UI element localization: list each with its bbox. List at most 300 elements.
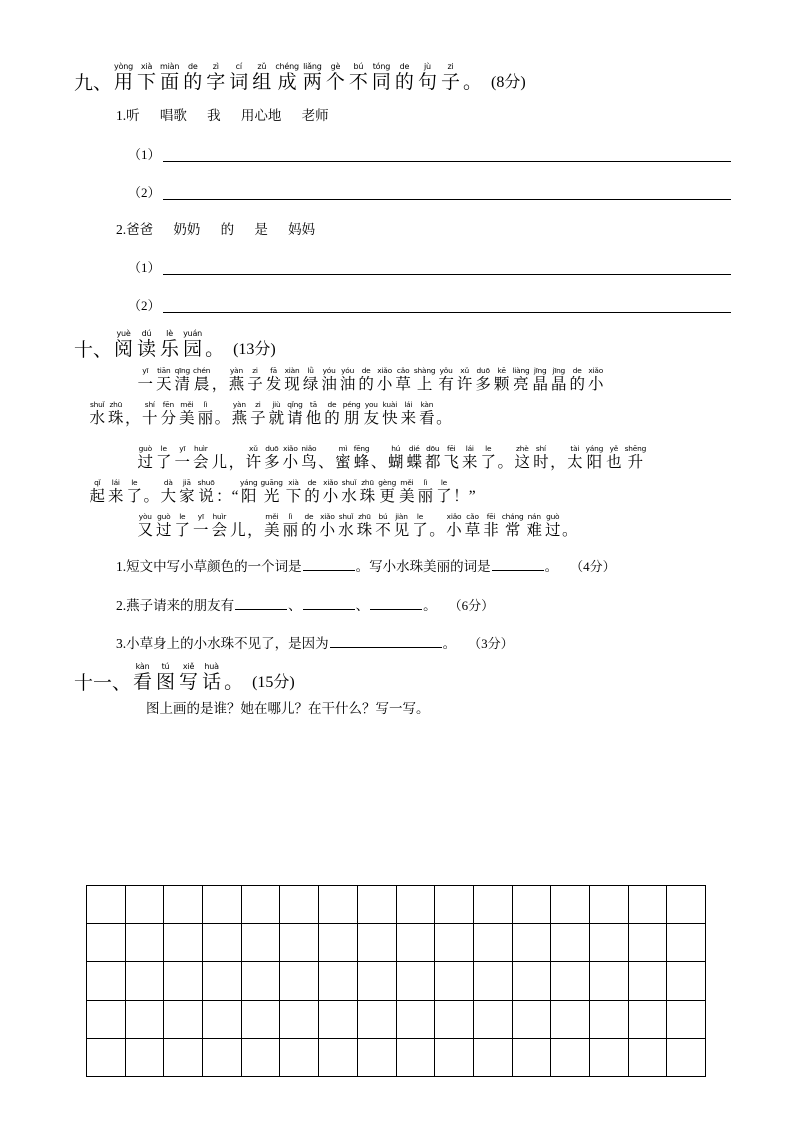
- pinyin: yòu: [138, 512, 152, 521]
- grid-cell[interactable]: [280, 1039, 319, 1077]
- pinyin: de: [361, 366, 371, 375]
- grid-cell[interactable]: [280, 924, 319, 962]
- ruby-char: [419, 401, 435, 427]
- grid-cell[interactable]: [435, 886, 474, 924]
- hanzi: 一: [174, 454, 191, 471]
- grid-cell[interactable]: [667, 1039, 706, 1077]
- hanzi: 句: [417, 72, 437, 93]
- hanzi: 有: [438, 376, 454, 393]
- grid-cell[interactable]: [203, 924, 242, 962]
- grid-cell[interactable]: [629, 1001, 668, 1039]
- hanzi: 用: [114, 72, 134, 93]
- grid-cell[interactable]: [629, 1039, 668, 1077]
- grid-cell[interactable]: [513, 962, 552, 1000]
- ruby-char: [358, 367, 374, 393]
- grid-cell[interactable]: [667, 924, 706, 962]
- grid-cell[interactable]: [590, 1039, 629, 1077]
- pinyin: le: [179, 512, 186, 521]
- ruby-char: [114, 329, 133, 360]
- section-ten-heading: [74, 329, 276, 360]
- grid-cell[interactable]: [551, 886, 590, 924]
- pinyin: de: [304, 512, 314, 521]
- pinyin: yī: [179, 444, 186, 453]
- pinyin: qǐ: [94, 478, 101, 487]
- ruby-char: [198, 401, 214, 427]
- pinyin: yàn: [232, 400, 246, 409]
- hanzi: 看: [419, 410, 435, 427]
- ruby-char: [606, 445, 622, 471]
- pinyin: lǜ: [307, 366, 314, 375]
- ruby-char: [446, 513, 462, 539]
- grid-cell[interactable]: [397, 924, 436, 962]
- pinyin: péng: [342, 400, 361, 409]
- section-nine-heading: [74, 62, 526, 93]
- ruby-char: [349, 62, 368, 93]
- ruby-char: [198, 479, 215, 505]
- grid-cell[interactable]: [164, 886, 203, 924]
- hanzi: 。: [429, 522, 445, 539]
- pinyin: le: [160, 444, 167, 453]
- grid-cell[interactable]: [474, 886, 513, 924]
- pinyin: zì: [212, 62, 219, 71]
- hanzi: 词: [229, 72, 249, 93]
- grid-cell[interactable]: [513, 1001, 552, 1039]
- pinyin: le: [440, 478, 448, 487]
- pinyin: dōu: [426, 444, 440, 453]
- pinyin: yáng: [585, 444, 604, 453]
- pinyin: chén: [193, 366, 211, 375]
- grid-cell[interactable]: [667, 886, 706, 924]
- hanzi: 的: [301, 522, 317, 539]
- pinyin: qīng: [174, 366, 190, 375]
- question-blank[interactable]: [303, 596, 355, 610]
- pinyin: de: [572, 366, 582, 375]
- grid-cell[interactable]: [397, 886, 436, 924]
- hanzi: 过: [156, 522, 172, 539]
- grid-cell[interactable]: [358, 962, 397, 1000]
- grid-cell[interactable]: [126, 886, 165, 924]
- grid-cell[interactable]: [203, 1039, 242, 1077]
- answer-blank-line[interactable]: [163, 263, 731, 275]
- question-blank[interactable]: [235, 596, 287, 610]
- grid-cell[interactable]: [319, 1039, 358, 1077]
- grid-cell[interactable]: [203, 1001, 242, 1039]
- pinyin: zhū: [358, 512, 371, 521]
- ruby-char: [90, 479, 106, 505]
- pinyin: yǒu: [439, 366, 453, 375]
- pinyin: guò: [546, 512, 560, 521]
- ruby-char: [321, 367, 337, 393]
- question-blank[interactable]: [303, 557, 355, 571]
- hanzi: 图: [156, 672, 176, 693]
- question-row: [116, 634, 514, 652]
- pinyin: liàng: [512, 366, 530, 375]
- ruby-char: [498, 445, 514, 471]
- hanzi: “: [231, 488, 239, 505]
- ruby-char: [371, 445, 387, 471]
- ruby-char: [90, 401, 106, 427]
- grid-cell[interactable]: [474, 924, 513, 962]
- pinyin: shuǐ: [338, 512, 354, 521]
- hanzi: 都: [424, 454, 441, 471]
- hanzi: ，: [125, 410, 141, 427]
- ruby-char: [418, 479, 434, 505]
- grid-cell[interactable]: [203, 962, 242, 1000]
- hanzi: 。: [214, 410, 231, 427]
- grid-cell[interactable]: [280, 886, 319, 924]
- grid-cell[interactable]: [397, 1039, 436, 1077]
- ruby-char: [354, 445, 370, 471]
- answer-blank-line[interactable]: [163, 188, 731, 200]
- answer-label: （1）: [128, 260, 161, 275]
- hanzi: 来: [462, 454, 478, 471]
- pinyin: miàn: [160, 62, 180, 71]
- grid-cell[interactable]: [126, 1001, 165, 1039]
- ruby-char: [406, 445, 422, 471]
- ruby-char: [264, 445, 280, 471]
- grid-cell[interactable]: [242, 1039, 281, 1077]
- pinyin: yě: [609, 444, 619, 453]
- ruby-char: [229, 367, 245, 393]
- ruby-char: [515, 445, 531, 471]
- answer-blank-line[interactable]: [163, 301, 731, 313]
- grid-cell[interactable]: [319, 1001, 358, 1039]
- answer-row-9-1-b[interactable]: [128, 186, 731, 200]
- hanzi: ，: [228, 454, 245, 471]
- section-nine-score: (8分): [490, 74, 526, 91]
- hanzi: 现: [284, 376, 300, 393]
- grid-cell[interactable]: [629, 962, 668, 1000]
- ruby-char: [343, 401, 361, 427]
- pinyin: duō: [265, 444, 279, 453]
- ruby-char: [462, 445, 478, 471]
- pinyin: fēng: [353, 444, 370, 453]
- grid-cell[interactable]: [126, 962, 165, 1000]
- pinyin: lái: [404, 400, 413, 409]
- hanzi: 水: [338, 522, 354, 539]
- grid-cell[interactable]: [242, 962, 281, 1000]
- grid-cell[interactable]: [551, 1001, 590, 1039]
- hanzi: 下: [285, 488, 302, 505]
- grid-cell[interactable]: [203, 886, 242, 924]
- pinyin: kuài: [382, 400, 398, 409]
- grid-cell[interactable]: [590, 962, 629, 1000]
- ruby-char: [429, 513, 445, 539]
- ruby-char: [453, 479, 469, 505]
- question-blank[interactable]: [330, 634, 442, 648]
- hanzi: 发: [265, 376, 282, 393]
- grid-cell[interactable]: [319, 962, 358, 1000]
- answer-label: （2）: [128, 185, 161, 200]
- ruby-char: [108, 401, 124, 427]
- ruby-char: [156, 367, 172, 393]
- ruby-char: [232, 401, 248, 427]
- grid-cell[interactable]: [551, 924, 590, 962]
- question-text: 、: [288, 598, 302, 613]
- hanzi: 蝶: [406, 454, 422, 471]
- hanzi: 了: [126, 488, 143, 505]
- answer-row-9-2-a[interactable]: [128, 261, 731, 275]
- grid-cell[interactable]: [87, 886, 126, 924]
- pinyin: lì: [423, 478, 428, 487]
- hanzi: 子: [440, 72, 460, 93]
- grid-cell[interactable]: [87, 1001, 126, 1039]
- hanzi: 颗: [493, 376, 510, 393]
- hanzi: 家: [179, 488, 195, 505]
- hanzi: 阅: [114, 339, 134, 360]
- ruby-char: [246, 445, 262, 471]
- grid-cell[interactable]: [87, 924, 126, 962]
- ruby-char: [412, 513, 428, 539]
- hanzi: 不: [375, 522, 391, 539]
- question-blank[interactable]: [492, 557, 544, 571]
- grid-cell[interactable]: [551, 1039, 590, 1077]
- ruby-char: [144, 479, 160, 505]
- hanzi: 难: [526, 522, 542, 539]
- grid-cell[interactable]: [474, 962, 513, 1000]
- hanzi: 的: [324, 410, 340, 427]
- grid-cell[interactable]: [551, 962, 590, 1000]
- grid-cell[interactable]: [280, 1001, 319, 1039]
- ruby-char: [441, 62, 460, 93]
- hanzi: 丽: [417, 488, 434, 505]
- hanzi: 起: [89, 488, 106, 505]
- hanzi: 会: [193, 454, 209, 471]
- pinyin: jù: [423, 62, 431, 71]
- ruby-char: [138, 513, 154, 539]
- ruby-char: [175, 445, 191, 471]
- ruby-char: [133, 662, 152, 693]
- hanzi: ，: [247, 522, 263, 539]
- question-score: （3分）: [468, 636, 514, 651]
- answer-label: （1）: [128, 147, 161, 162]
- hanzi: 珠: [356, 522, 373, 539]
- hanzi: 个: [325, 72, 345, 93]
- grid-cell[interactable]: [513, 924, 552, 962]
- pinyin: tiān: [157, 366, 171, 375]
- pinyin: jiù: [272, 400, 281, 409]
- grid-cell[interactable]: [358, 1039, 397, 1077]
- grid-cell[interactable]: [242, 924, 281, 962]
- ruby-char: [183, 62, 202, 93]
- item-prompt-9-1: 1.听 唱歌 我 用心地 老师: [116, 108, 329, 123]
- pinyin: zi: [252, 366, 258, 375]
- hanzi: 珠: [108, 410, 124, 427]
- pinyin: jiàn: [395, 512, 408, 521]
- pinyin: lè: [166, 329, 173, 338]
- hanzi: 晶: [532, 376, 548, 393]
- hanzi: 、: [318, 454, 334, 471]
- hanzi: 飞: [443, 454, 459, 471]
- hanzi: 小: [446, 522, 462, 539]
- grid-cell[interactable]: [435, 924, 474, 962]
- ruby-char: [567, 445, 583, 471]
- pinyin: fēn: [162, 400, 174, 409]
- pinyin: shàng: [413, 366, 436, 375]
- ruby-char: [483, 513, 499, 539]
- grid-cell[interactable]: [358, 1001, 397, 1039]
- ruby-char: [357, 513, 373, 539]
- hanzi: 的: [304, 488, 320, 505]
- grid-cell[interactable]: [435, 1039, 474, 1077]
- pinyin: tú: [161, 662, 170, 671]
- grid-cell[interactable]: [358, 886, 397, 924]
- ruby-char: [212, 513, 228, 539]
- hanzi: 升: [627, 454, 644, 471]
- hanzi: 多: [475, 376, 491, 393]
- grid-cell[interactable]: [126, 1039, 165, 1077]
- pinyin: le: [416, 512, 424, 521]
- ruby-char: [533, 445, 549, 471]
- hanzi: 。: [562, 522, 578, 539]
- grid-cell[interactable]: [126, 924, 165, 962]
- pinyin: huìr: [193, 444, 208, 453]
- section-ten-title-punct: 。: [205, 339, 225, 360]
- ruby-char: [395, 62, 414, 93]
- ruby-char: [532, 367, 548, 393]
- hanzi: 晶: [550, 376, 567, 393]
- section-eleven-score: (15分): [252, 674, 295, 691]
- question-blank[interactable]: [370, 596, 422, 610]
- item-prompt-9-2: 2.爸爸 奶奶 的 是 妈妈: [116, 222, 316, 237]
- pinyin: yuán: [183, 329, 203, 338]
- ruby-char: [301, 513, 317, 539]
- ruby-char: [586, 445, 603, 471]
- hanzi: 油: [339, 376, 356, 393]
- ruby-char: [137, 329, 156, 360]
- grid-cell[interactable]: [242, 886, 281, 924]
- grid-cell[interactable]: [590, 1001, 629, 1039]
- grid-cell[interactable]: [164, 1039, 203, 1077]
- hanzi: 时: [533, 454, 549, 471]
- grid-cell[interactable]: [397, 1001, 436, 1039]
- grid-cell[interactable]: [667, 962, 706, 1000]
- hanzi: 话: [202, 672, 222, 693]
- grid-cell[interactable]: [319, 924, 358, 962]
- section-ten-number: 十、: [74, 340, 113, 361]
- grid-cell[interactable]: [435, 962, 474, 1000]
- writing-grid[interactable]: [86, 885, 706, 1077]
- ruby-char: [216, 479, 232, 505]
- pinyin: xiǎo: [320, 512, 335, 521]
- pinyin: zhū: [361, 478, 374, 487]
- hanzi: 丽: [282, 522, 299, 539]
- hanzi: 草: [395, 376, 411, 393]
- grid-cell[interactable]: [513, 886, 552, 924]
- hanzi: 小: [376, 376, 393, 393]
- hanzi: 一: [193, 522, 209, 539]
- pinyin: zhè: [516, 444, 529, 453]
- hanzi: 的: [394, 72, 414, 93]
- grid-cell[interactable]: [319, 886, 358, 924]
- hanzi: 燕: [231, 410, 248, 427]
- hanzi: 绿: [302, 376, 319, 393]
- hanzi: 子: [247, 376, 263, 393]
- ruby-char: [175, 513, 191, 539]
- ruby-char: [378, 479, 396, 505]
- hanzi: 两: [302, 72, 322, 93]
- grid-cell[interactable]: [590, 886, 629, 924]
- pinyin: xiǎo: [323, 478, 338, 487]
- pinyin: nán: [527, 512, 541, 521]
- ruby-char: [340, 367, 356, 393]
- grid-cell[interactable]: [87, 1039, 126, 1077]
- grid-cell[interactable]: [435, 1001, 474, 1039]
- grid-cell[interactable]: [280, 962, 319, 1000]
- grid-cell[interactable]: [164, 924, 203, 962]
- pinyin: tóng: [372, 62, 391, 71]
- hanzi: 了: [480, 454, 497, 471]
- pinyin: dú: [141, 329, 152, 338]
- grid-cell[interactable]: [87, 962, 126, 1000]
- hanzi: ！: [453, 488, 469, 505]
- grid-cell[interactable]: [667, 1001, 706, 1039]
- ruby-char: [212, 445, 228, 471]
- hanzi: 组: [252, 72, 272, 93]
- grid-cell[interactable]: [474, 1001, 513, 1039]
- hanzi: 小: [319, 522, 336, 539]
- pinyin: lái: [465, 444, 474, 453]
- ruby-char: [318, 445, 334, 471]
- pinyin: jiā: [182, 478, 191, 487]
- pinyin: yóu: [341, 366, 355, 375]
- ruby-char: [438, 367, 454, 393]
- ruby-char: [175, 367, 191, 393]
- grid-cell[interactable]: [242, 1001, 281, 1039]
- ruby-char: [388, 445, 404, 471]
- ruby-char: [266, 367, 282, 393]
- grid-cell[interactable]: [474, 1039, 513, 1077]
- answer-blank-line[interactable]: [163, 150, 731, 162]
- pinyin: fēi: [486, 512, 496, 521]
- pinyin: kē: [497, 366, 506, 375]
- answer-row-9-1-a[interactable]: [128, 148, 731, 162]
- pinyin: xià: [140, 62, 153, 71]
- answer-row-9-2-b[interactable]: [128, 299, 731, 313]
- pinyin: hú: [391, 444, 401, 453]
- ruby-char: [212, 367, 228, 393]
- question-text: 3.小草身上的小水珠不见了，是因为: [116, 636, 329, 651]
- grid-cell[interactable]: [629, 924, 668, 962]
- pinyin: fēi: [446, 444, 456, 453]
- hanzi: 天: [156, 376, 172, 393]
- ruby-char: [399, 479, 415, 505]
- hanzi: ，: [550, 454, 566, 471]
- grid-cell[interactable]: [397, 962, 436, 1000]
- ruby-char: [160, 62, 179, 93]
- pinyin: guò: [138, 444, 152, 453]
- ruby-char: [202, 662, 221, 693]
- ruby-char: [303, 62, 322, 93]
- grid-cell[interactable]: [590, 924, 629, 962]
- grid-cell[interactable]: [629, 886, 668, 924]
- pinyin: dié: [408, 444, 420, 453]
- hanzi: 写: [179, 672, 199, 693]
- hanzi: 美: [264, 522, 280, 539]
- ruby-char: [306, 401, 322, 427]
- pinyin: guò: [157, 512, 171, 521]
- ruby-char: [465, 513, 481, 539]
- grid-cell[interactable]: [358, 924, 397, 962]
- grid-cell[interactable]: [164, 1001, 203, 1039]
- ruby-char: [156, 662, 175, 693]
- hanzi: ”: [468, 488, 476, 505]
- hanzi: 儿: [211, 454, 228, 471]
- grid-cell[interactable]: [513, 1039, 552, 1077]
- ruby-char: [320, 513, 336, 539]
- writing-prompt: 图上画的是谁？她在哪儿？在干什么？写一写。: [146, 701, 430, 716]
- grid-cell[interactable]: [164, 962, 203, 1000]
